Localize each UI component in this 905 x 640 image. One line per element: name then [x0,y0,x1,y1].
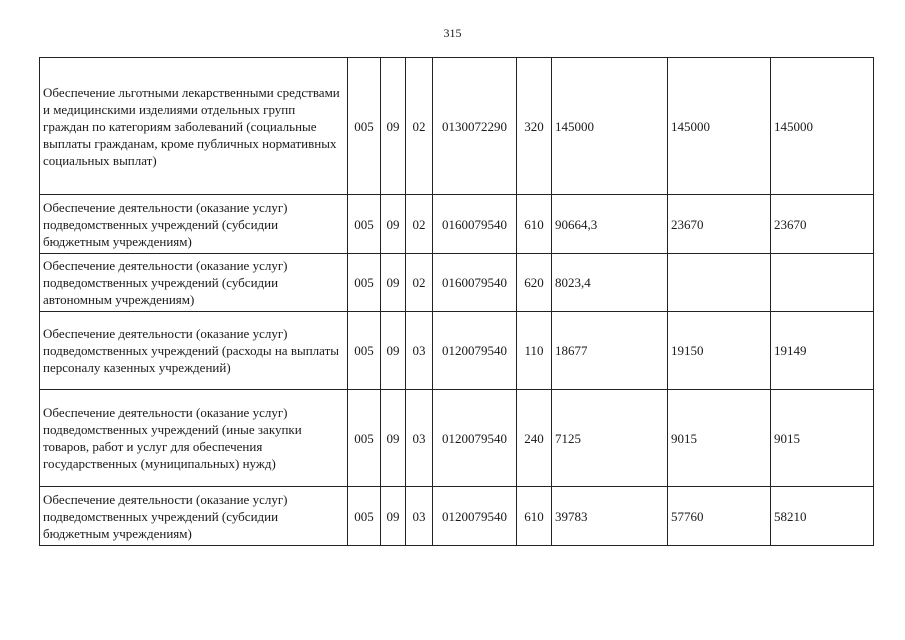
table-row [40,195,874,254]
amount-year-2: 9015 [668,390,771,487]
expense-type-code: 110 [517,312,552,390]
amount-year-2 [668,254,771,312]
expense-type-code: 610 [517,195,552,254]
subsection-code: 03 [406,312,433,390]
row-description: Обеспечение деятельности (оказание услуг) подведомственных учреждений (субсидии бюджетным учреждениям) [40,487,348,546]
row-description: Обеспечение льготными лекарственными средствами и медицинскими изделиями отдельных групп граждан по категориям заболеваний (социальные выплаты гражданам, кроме публичных нормативных социальных выплат) [40,58,348,195]
target-article-code: 0120079540 [433,487,517,546]
expense-type-code: 320 [517,58,552,195]
row-description: Обеспечение деятельности (оказание услуг) подведомственных учреждений (субсидии бюджетным учреждениям) [40,195,348,254]
ministry-code: 005 [348,58,381,195]
expense-type-code: 620 [517,254,552,312]
amount-year-2: 19150 [668,312,771,390]
table-row [40,254,874,312]
section-code: 09 [381,487,406,546]
row-description: Обеспечение деятельности (оказание услуг) подведомственных учреждений (иные закупки товаров, работ и услуг для обеспечения государственных (муниципальных) нужд) [40,390,348,487]
amount-year-1: 145000 [552,58,668,195]
ministry-code: 005 [348,195,381,254]
table-row [40,58,874,195]
amount-year-1: 8023,4 [552,254,668,312]
subsection-code: 02 [406,254,433,312]
amount-year-3: 9015 [771,390,874,487]
amount-year-2: 145000 [668,58,771,195]
ministry-code: 005 [348,254,381,312]
amount-year-1: 90664,3 [552,195,668,254]
amount-year-3: 145000 [771,58,874,195]
amount-year-1: 39783 [552,487,668,546]
section-code: 09 [381,58,406,195]
table-row [40,390,874,487]
amount-year-1: 18677 [552,312,668,390]
page-number: 315 [443,26,462,40]
amount-year-3: 19149 [771,312,874,390]
section-code: 09 [381,312,406,390]
section-code: 09 [381,390,406,487]
target-article-code: 0160079540 [433,195,517,254]
subsection-code: 02 [406,195,433,254]
budget-table [39,57,874,546]
row-description: Обеспечение деятельности (оказание услуг) подведомственных учреждений (расходы на выплаты персоналу казенных учреждений) [40,312,348,390]
ministry-code: 005 [348,390,381,487]
target-article-code: 0130072290 [433,58,517,195]
expense-type-code: 610 [517,487,552,546]
subsection-code: 02 [406,58,433,195]
amount-year-3: 58210 [771,487,874,546]
amount-year-3: 23670 [771,195,874,254]
row-description: Обеспечение деятельности (оказание услуг) подведомственных учреждений (субсидии автономным учреждениям) [40,254,348,312]
subsection-code: 03 [406,390,433,487]
target-article-code: 0160079540 [433,254,517,312]
target-article-code: 0120079540 [433,312,517,390]
amount-year-1: 7125 [552,390,668,487]
section-code: 09 [381,254,406,312]
section-code: 09 [381,195,406,254]
target-article-code: 0120079540 [433,390,517,487]
ministry-code: 005 [348,487,381,546]
expense-type-code: 240 [517,390,552,487]
amount-year-3 [771,254,874,312]
table-row [40,487,874,546]
amount-year-2: 23670 [668,195,771,254]
table-row [40,312,874,390]
amount-year-2: 57760 [668,487,771,546]
ministry-code: 005 [348,312,381,390]
subsection-code: 03 [406,487,433,546]
